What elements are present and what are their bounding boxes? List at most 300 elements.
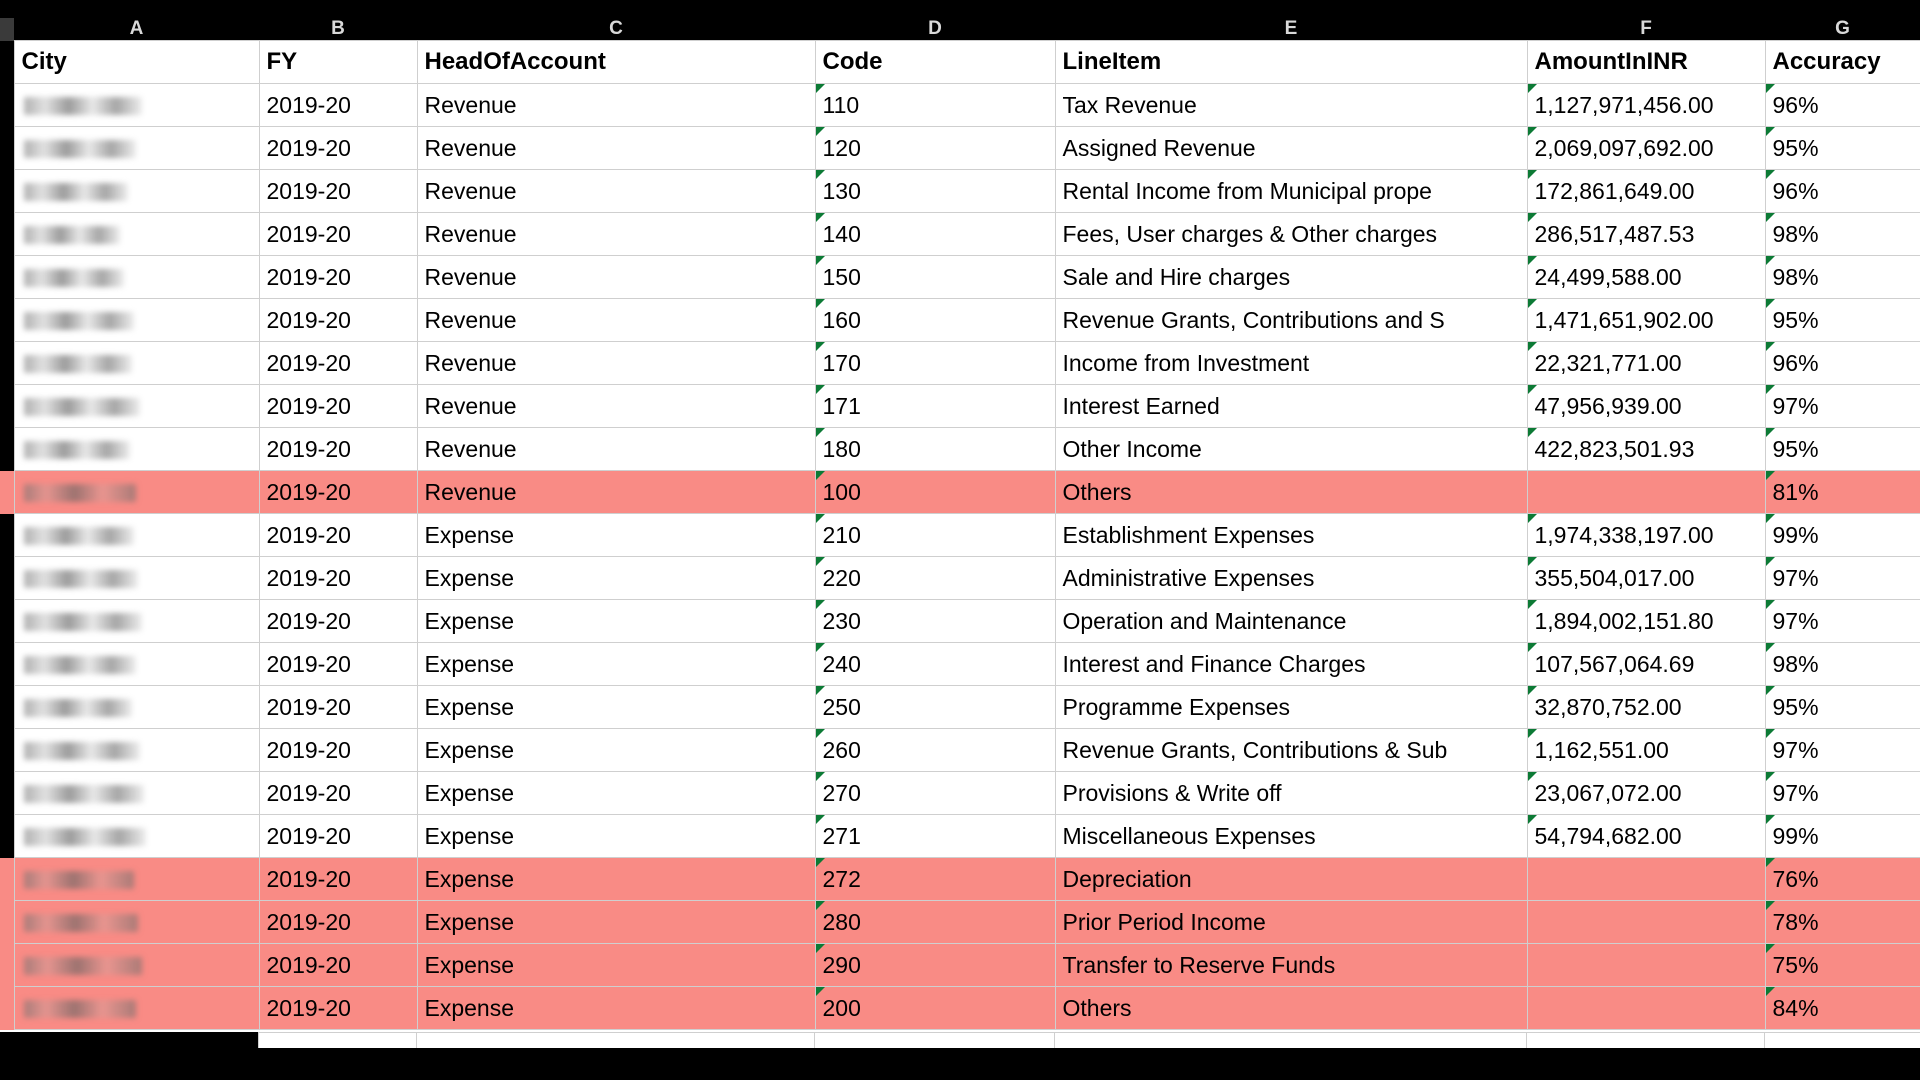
cell-amountininr-text: 23,067,072.00: [1534, 779, 1682, 806]
cell-accuracy-text: 96%: [1772, 177, 1819, 204]
table-row[interactable]: [0, 858, 1920, 901]
cell-accuracy-text: 95%: [1772, 435, 1819, 462]
cell-headofaccount[interactable]: Expense: [417, 729, 815, 772]
cell-fy[interactable]: 2019-20: [259, 342, 417, 385]
cell-headofaccount[interactable]: Expense: [417, 557, 815, 600]
cell-accuracy[interactable]: [1765, 170, 1920, 213]
cell-headofaccount[interactable]: Expense: [417, 514, 815, 557]
cell-code[interactable]: [815, 901, 1055, 944]
cell-fy[interactable]: 2019-20: [259, 686, 417, 729]
top-black-strip: [0, 0, 1920, 18]
cell-fy[interactable]: 2019-20: [259, 471, 417, 514]
cell-city[interactable]: [14, 342, 259, 385]
cell-lineitem[interactable]: Other Income: [1055, 428, 1527, 471]
cell-accuracy-text: 75%: [1772, 951, 1819, 978]
redacted-city-name: [24, 699, 132, 717]
cell-city[interactable]: [14, 428, 259, 471]
cell-accuracy-text: 78%: [1772, 908, 1819, 935]
error-flag-icon: [1766, 557, 1775, 566]
error-flag-icon: [816, 987, 825, 996]
column-header-e[interactable]: E: [1055, 18, 1527, 41]
column-header-b[interactable]: B: [259, 18, 417, 41]
row-header-cell[interactable]: [0, 772, 14, 815]
cell-amountininr[interactable]: [1527, 256, 1765, 299]
cell-accuracy[interactable]: [1765, 471, 1920, 514]
table-row[interactable]: [0, 987, 1920, 1030]
cell-fy[interactable]: 2019-20: [259, 772, 417, 815]
error-flag-icon: [816, 471, 825, 480]
error-flag-icon: [1766, 686, 1775, 695]
cell-code[interactable]: [815, 84, 1055, 127]
cell-headofaccount[interactable]: Expense: [417, 815, 815, 858]
cell-lineitem[interactable]: Miscellaneous Expenses: [1055, 815, 1527, 858]
table-header-row: [0, 41, 1920, 84]
cell-fy[interactable]: 2019-20: [259, 213, 417, 256]
error-flag-icon: [1766, 858, 1775, 867]
cell-headofaccount[interactable]: Revenue: [417, 84, 815, 127]
cell-accuracy[interactable]: [1765, 600, 1920, 643]
cell-accuracy-text: 99%: [1772, 521, 1819, 548]
cell-code-text: 220: [822, 564, 861, 591]
cell-amountininr[interactable]: [1527, 772, 1765, 815]
row-header-cell[interactable]: [0, 170, 14, 213]
cell-accuracy-text: 97%: [1772, 779, 1819, 806]
table-row[interactable]: [0, 729, 1920, 772]
cell-code[interactable]: [815, 944, 1055, 987]
cell-accuracy-text: 96%: [1772, 91, 1819, 118]
cell-headofaccount[interactable]: Revenue: [417, 299, 815, 342]
field-header-amountininr[interactable]: AmountInINR: [1527, 41, 1765, 84]
cell-headofaccount[interactable]: Expense: [417, 901, 815, 944]
cell-amountininr[interactable]: [1527, 385, 1765, 428]
cell-city[interactable]: [14, 729, 259, 772]
cell-amountininr-text: 54,794,682.00: [1534, 822, 1682, 849]
cell-amountininr[interactable]: [1527, 815, 1765, 858]
cell-fy[interactable]: 2019-20: [259, 815, 417, 858]
cell-code[interactable]: [815, 987, 1055, 1030]
cell-amountininr-text: 1,894,002,151.80: [1534, 607, 1714, 634]
cell-headofaccount[interactable]: Revenue: [417, 342, 815, 385]
cell-headofaccount[interactable]: Expense: [417, 600, 815, 643]
table-row[interactable]: [0, 428, 1920, 471]
cell-code[interactable]: [815, 600, 1055, 643]
cell-accuracy[interactable]: [1765, 686, 1920, 729]
cell-accuracy-text: 95%: [1772, 693, 1819, 720]
select-all-corner[interactable]: [0, 18, 14, 41]
error-flag-icon: [816, 342, 825, 351]
table-row[interactable]: [0, 557, 1920, 600]
error-flag-icon: [1766, 729, 1775, 738]
cell-city[interactable]: [14, 643, 259, 686]
cell-accuracy[interactable]: [1765, 514, 1920, 557]
cell-amountininr-text: 355,504,017.00: [1534, 564, 1695, 591]
cell-code[interactable]: [815, 686, 1055, 729]
cell-lineitem[interactable]: Income from Investment: [1055, 342, 1527, 385]
error-flag-icon: [816, 557, 825, 566]
cell-code[interactable]: [815, 557, 1055, 600]
table-row[interactable]: [0, 127, 1920, 170]
field-header-code[interactable]: Code: [815, 41, 1055, 84]
error-flag-icon: [1766, 901, 1775, 910]
redacted-city-name: [24, 484, 136, 502]
cell-code-text: 271: [822, 822, 861, 849]
cell-lineitem[interactable]: Administrative Expenses: [1055, 557, 1527, 600]
field-header-headofaccount[interactable]: HeadOfAccount: [417, 41, 815, 84]
cell-amountininr[interactable]: [1527, 514, 1765, 557]
cell-headofaccount[interactable]: Expense: [417, 987, 815, 1030]
error-flag-icon: [1528, 686, 1537, 695]
table-row[interactable]: [0, 84, 1920, 127]
cell-accuracy[interactable]: [1765, 213, 1920, 256]
cell-lineitem[interactable]: Revenue Grants, Contributions and S: [1055, 299, 1527, 342]
row-header-cell[interactable]: [0, 600, 14, 643]
cell-lineitem[interactable]: Others: [1055, 471, 1527, 514]
row-header-cell[interactable]: [0, 342, 14, 385]
table-row[interactable]: [0, 686, 1920, 729]
cell-city[interactable]: [14, 471, 259, 514]
cell-code[interactable]: [815, 858, 1055, 901]
table-row[interactable]: [0, 213, 1920, 256]
table-row[interactable]: [0, 385, 1920, 428]
row-header-cell[interactable]: [0, 428, 14, 471]
cell-accuracy[interactable]: [1765, 815, 1920, 858]
error-flag-icon: [816, 385, 825, 394]
cell-accuracy-text: 95%: [1772, 306, 1819, 333]
cell-amountininr[interactable]: [1527, 213, 1765, 256]
cell-lineitem[interactable]: Operation and Maintenance: [1055, 600, 1527, 643]
cell-headofaccount[interactable]: Revenue: [417, 385, 815, 428]
cell-fy[interactable]: 2019-20: [259, 127, 417, 170]
row-header-cell[interactable]: [0, 858, 14, 901]
cell-headofaccount[interactable]: Revenue: [417, 428, 815, 471]
error-flag-icon: [816, 686, 825, 695]
cell-accuracy[interactable]: [1765, 772, 1920, 815]
redacted-city-name: [24, 183, 128, 201]
field-header-city[interactable]: City: [14, 41, 259, 84]
cell-headofaccount[interactable]: Expense: [417, 686, 815, 729]
cell-code[interactable]: [815, 643, 1055, 686]
error-flag-icon: [816, 428, 825, 437]
error-flag-icon: [816, 643, 825, 652]
error-flag-icon: [816, 299, 825, 308]
cell-lineitem[interactable]: Establishment Expenses: [1055, 514, 1527, 557]
table-row[interactable]: [0, 514, 1920, 557]
cell-amountininr[interactable]: [1527, 901, 1765, 944]
error-flag-icon: [816, 772, 825, 781]
error-flag-icon: [1766, 170, 1775, 179]
table-row[interactable]: [0, 342, 1920, 385]
cell-headofaccount[interactable]: Revenue: [417, 471, 815, 514]
error-flag-icon: [816, 815, 825, 824]
redacted-city-name: [24, 613, 142, 631]
cell-city[interactable]: [14, 772, 259, 815]
cell-code-text: 272: [822, 865, 861, 892]
cell-amountininr-text: 47,956,939.00: [1534, 392, 1682, 419]
cell-amountininr[interactable]: [1527, 471, 1765, 514]
cell-accuracy[interactable]: [1765, 385, 1920, 428]
row-header-cell[interactable]: [0, 127, 14, 170]
row-header-cell[interactable]: [0, 299, 14, 342]
redacted-city-name: [24, 871, 134, 889]
table-row[interactable]: [0, 600, 1920, 643]
cell-city[interactable]: [14, 815, 259, 858]
cell-city[interactable]: [14, 987, 259, 1030]
redacted-city-name: [24, 441, 130, 459]
cell-amountininr[interactable]: [1527, 557, 1765, 600]
cell-code[interactable]: [815, 815, 1055, 858]
cell-code-text: 171: [822, 392, 861, 419]
row-header-cell[interactable]: [0, 944, 14, 987]
cell-lineitem[interactable]: Tax Revenue: [1055, 84, 1527, 127]
cell-code[interactable]: [815, 127, 1055, 170]
error-flag-icon: [816, 944, 825, 953]
redacted-city-name: [24, 398, 140, 416]
error-flag-icon: [1528, 643, 1537, 652]
cell-fy[interactable]: 2019-20: [259, 987, 417, 1030]
cell-headofaccount[interactable]: Revenue: [417, 170, 815, 213]
cell-amountininr[interactable]: [1527, 299, 1765, 342]
cell-amountininr-text: 172,861,649.00: [1534, 177, 1695, 204]
error-flag-icon: [816, 127, 825, 136]
table-row[interactable]: [0, 901, 1920, 944]
data-grid[interactable]: [0, 18, 1920, 1030]
error-flag-icon: [1766, 987, 1775, 996]
cell-accuracy[interactable]: [1765, 428, 1920, 471]
cell-lineitem[interactable]: Programme Expenses: [1055, 686, 1527, 729]
cell-accuracy[interactable]: [1765, 557, 1920, 600]
error-flag-icon: [1528, 170, 1537, 179]
cell-fy[interactable]: 2019-20: [259, 557, 417, 600]
field-header-lineitem[interactable]: LineItem: [1055, 41, 1527, 84]
cell-lineitem[interactable]: Transfer to Reserve Funds: [1055, 944, 1527, 987]
cell-amountininr-text: 286,517,487.53: [1534, 220, 1695, 247]
cell-code[interactable]: [815, 213, 1055, 256]
error-flag-icon: [1528, 428, 1537, 437]
cell-accuracy[interactable]: [1765, 299, 1920, 342]
cell-city[interactable]: [14, 901, 259, 944]
cell-accuracy[interactable]: [1765, 901, 1920, 944]
cell-headofaccount[interactable]: Revenue: [417, 256, 815, 299]
cell-code-text: 270: [822, 779, 861, 806]
redacted-city-name: [24, 226, 120, 244]
cell-fy[interactable]: 2019-20: [259, 729, 417, 772]
cell-lineitem[interactable]: Rental Income from Municipal prope: [1055, 170, 1527, 213]
cell-lineitem[interactable]: Others: [1055, 987, 1527, 1030]
redacted-city-name: [24, 355, 132, 373]
cell-amountininr[interactable]: [1527, 643, 1765, 686]
column-header-a[interactable]: A: [14, 18, 259, 41]
cell-accuracy[interactable]: [1765, 729, 1920, 772]
column-header-c[interactable]: C: [417, 18, 815, 41]
cell-headofaccount[interactable]: Expense: [417, 643, 815, 686]
cell-fy[interactable]: 2019-20: [259, 84, 417, 127]
row-header-cell[interactable]: [0, 514, 14, 557]
cell-code-text: 250: [822, 693, 861, 720]
redacted-city-name: [24, 97, 142, 115]
cell-accuracy[interactable]: [1765, 84, 1920, 127]
row-header-cell[interactable]: [0, 557, 14, 600]
table-row[interactable]: [0, 643, 1920, 686]
cell-fy[interactable]: 2019-20: [259, 901, 417, 944]
row-header-cell[interactable]: [0, 213, 14, 256]
field-header-accuracy[interactable]: Accuracy: [1765, 41, 1920, 84]
row-header-cell[interactable]: [0, 901, 14, 944]
cell-amountininr[interactable]: [1527, 127, 1765, 170]
row-header-cell[interactable]: [0, 385, 14, 428]
sheet-viewport[interactable]: [0, 18, 1920, 1048]
error-flag-icon: [1528, 514, 1537, 523]
cell-accuracy-text: 76%: [1772, 865, 1819, 892]
cell-accuracy[interactable]: [1765, 643, 1920, 686]
cell-fy[interactable]: 2019-20: [259, 299, 417, 342]
table-row[interactable]: [0, 772, 1920, 815]
table-row[interactable]: [0, 944, 1920, 987]
row-header-cell[interactable]: [0, 729, 14, 772]
cell-amountininr[interactable]: [1527, 729, 1765, 772]
error-flag-icon: [1528, 256, 1537, 265]
cell-accuracy[interactable]: [1765, 256, 1920, 299]
row-header-cell[interactable]: [0, 256, 14, 299]
error-flag-icon: [816, 858, 825, 867]
cell-amountininr[interactable]: [1527, 84, 1765, 127]
error-flag-icon: [1528, 729, 1537, 738]
cell-code-text: 200: [822, 994, 861, 1021]
column-header-g[interactable]: G: [1765, 18, 1920, 41]
cell-fy[interactable]: 2019-20: [259, 600, 417, 643]
row-header-cell[interactable]: [0, 686, 14, 729]
cell-code[interactable]: [815, 299, 1055, 342]
row-header-cell[interactable]: [0, 84, 14, 127]
cell-accuracy-text: 98%: [1772, 650, 1819, 677]
cell-code[interactable]: [815, 256, 1055, 299]
cell-code[interactable]: [815, 772, 1055, 815]
cell-lineitem[interactable]: Interest Earned: [1055, 385, 1527, 428]
cell-headofaccount[interactable]: Expense: [417, 772, 815, 815]
cell-city[interactable]: [14, 600, 259, 643]
cell-city[interactable]: [14, 299, 259, 342]
error-flag-icon: [1528, 299, 1537, 308]
error-flag-icon: [1528, 84, 1537, 93]
cell-fy[interactable]: 2019-20: [259, 385, 417, 428]
cell-city[interactable]: [14, 557, 259, 600]
cell-code[interactable]: [815, 514, 1055, 557]
column-header-f[interactable]: F: [1527, 18, 1765, 41]
cell-city[interactable]: [14, 858, 259, 901]
row-header-cell[interactable]: [0, 815, 14, 858]
cell-amountininr[interactable]: [1527, 170, 1765, 213]
cell-fy[interactable]: 2019-20: [259, 643, 417, 686]
cell-accuracy[interactable]: [1765, 944, 1920, 987]
cell-city[interactable]: [14, 84, 259, 127]
cell-accuracy[interactable]: [1765, 127, 1920, 170]
redacted-city-name: [24, 570, 138, 588]
cell-code[interactable]: [815, 729, 1055, 772]
cell-accuracy[interactable]: [1765, 342, 1920, 385]
cell-fy[interactable]: 2019-20: [259, 514, 417, 557]
cell-amountininr-text: 1,127,971,456.00: [1534, 91, 1714, 118]
cell-headofaccount[interactable]: Revenue: [417, 127, 815, 170]
error-flag-icon: [1766, 342, 1775, 351]
cell-city[interactable]: [14, 127, 259, 170]
cell-city[interactable]: [14, 385, 259, 428]
cell-accuracy[interactable]: [1765, 858, 1920, 901]
cell-headofaccount[interactable]: Expense: [417, 858, 815, 901]
cell-lineitem[interactable]: Fees, User charges & Other charges: [1055, 213, 1527, 256]
cell-lineitem[interactable]: Revenue Grants, Contributions & Sub: [1055, 729, 1527, 772]
cell-code-text: 280: [822, 908, 861, 935]
error-flag-icon: [1528, 127, 1537, 136]
cell-amountininr[interactable]: [1527, 428, 1765, 471]
cell-amountininr[interactable]: [1527, 342, 1765, 385]
column-header-d[interactable]: D: [815, 18, 1055, 41]
cell-lineitem[interactable]: Interest and Finance Charges: [1055, 643, 1527, 686]
redacted-city-name: [24, 269, 124, 287]
cell-accuracy-text: 97%: [1772, 736, 1819, 763]
table-row[interactable]: [0, 299, 1920, 342]
row-header-cell[interactable]: [0, 643, 14, 686]
error-flag-icon: [816, 514, 825, 523]
cell-city[interactable]: [14, 944, 259, 987]
table-row[interactable]: [0, 256, 1920, 299]
cell-accuracy-text: 97%: [1772, 564, 1819, 591]
cell-amountininr[interactable]: [1527, 686, 1765, 729]
cell-fy[interactable]: 2019-20: [259, 256, 417, 299]
cell-fy[interactable]: 2019-20: [259, 428, 417, 471]
cell-city[interactable]: [14, 514, 259, 557]
row-header-cell[interactable]: [0, 471, 14, 514]
cell-accuracy[interactable]: [1765, 987, 1920, 1030]
cell-code[interactable]: [815, 170, 1055, 213]
error-flag-icon: [1766, 772, 1775, 781]
cell-city[interactable]: [14, 170, 259, 213]
error-flag-icon: [1528, 557, 1537, 566]
row-header-cell[interactable]: [0, 41, 14, 84]
cell-code[interactable]: [815, 471, 1055, 514]
cell-fy[interactable]: 2019-20: [259, 858, 417, 901]
cell-lineitem[interactable]: Assigned Revenue: [1055, 127, 1527, 170]
error-flag-icon: [1766, 471, 1775, 480]
cell-fy[interactable]: 2019-20: [259, 170, 417, 213]
cell-code[interactable]: [815, 342, 1055, 385]
cell-lineitem[interactable]: Provisions & Write off: [1055, 772, 1527, 815]
cell-code[interactable]: [815, 428, 1055, 471]
cell-lineitem[interactable]: Sale and Hire charges: [1055, 256, 1527, 299]
table-row[interactable]: [0, 815, 1920, 858]
cell-lineitem[interactable]: Depreciation: [1055, 858, 1527, 901]
cell-lineitem[interactable]: Prior Period Income: [1055, 901, 1527, 944]
cell-code-text: 210: [822, 521, 861, 548]
cell-code-text: 160: [822, 306, 861, 333]
table-row[interactable]: [0, 471, 1920, 514]
cell-code-text: 100: [822, 478, 861, 505]
field-header-fy[interactable]: FY: [259, 41, 417, 84]
cell-amountininr[interactable]: [1527, 858, 1765, 901]
cell-amountininr[interactable]: [1527, 600, 1765, 643]
error-flag-icon: [816, 84, 825, 93]
cell-accuracy-text: 98%: [1772, 220, 1819, 247]
row-header-cell[interactable]: [0, 987, 14, 1030]
cell-headofaccount[interactable]: Revenue: [417, 213, 815, 256]
table-row[interactable]: [0, 170, 1920, 213]
cell-amountininr[interactable]: [1527, 987, 1765, 1030]
cell-city[interactable]: [14, 686, 259, 729]
cell-headofaccount[interactable]: Expense: [417, 944, 815, 987]
cell-amountininr[interactable]: [1527, 944, 1765, 987]
cell-code[interactable]: [815, 385, 1055, 428]
cell-fy[interactable]: 2019-20: [259, 944, 417, 987]
cell-city[interactable]: [14, 256, 259, 299]
cell-city[interactable]: [14, 213, 259, 256]
